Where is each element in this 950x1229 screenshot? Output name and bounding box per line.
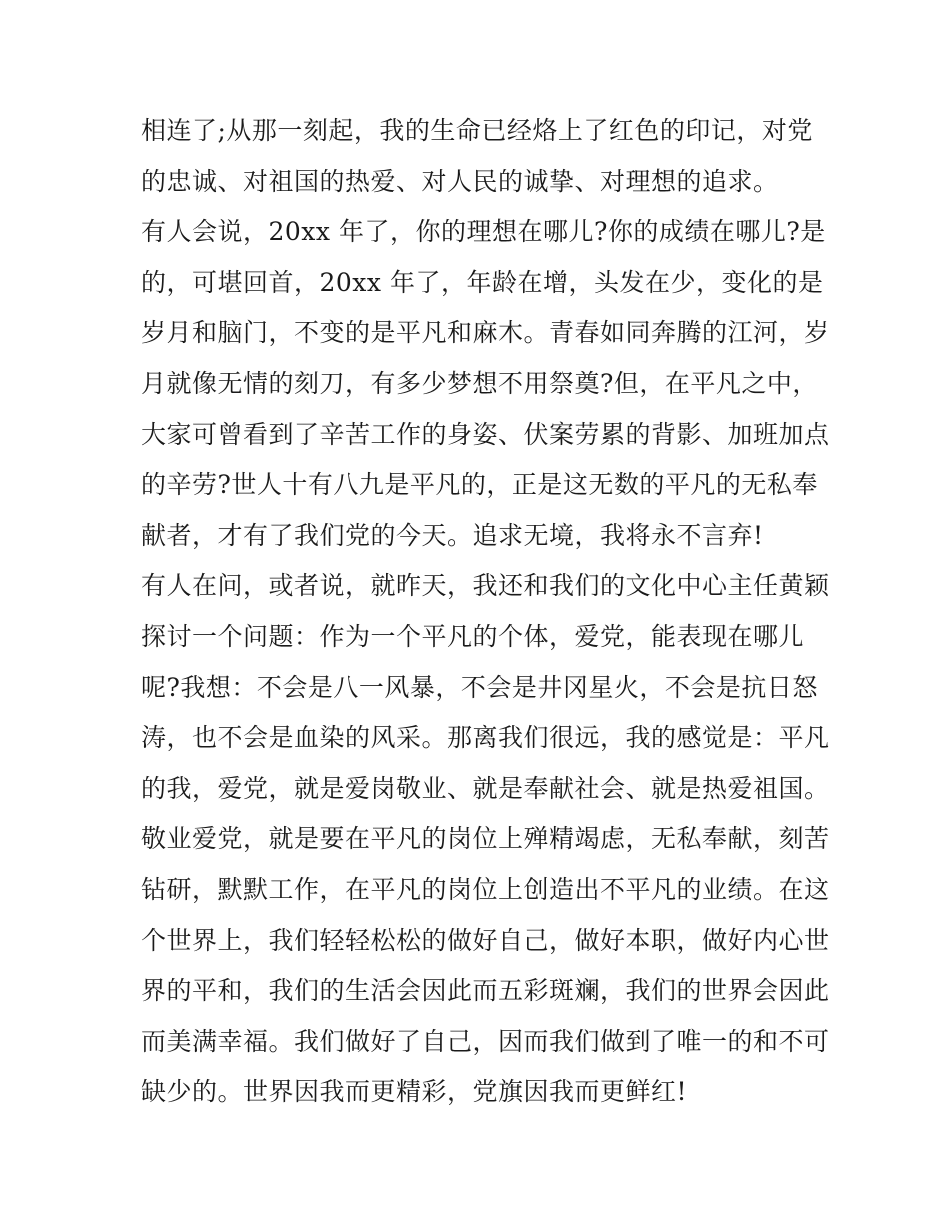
text-line: 相连了;从那一刻起，我的生命已经烙上了红色的印记，对党 [141,116,813,145]
text-line: 的忠诚、对祖国的热爱、对人民的诚挚、对理想的追求。 [141,166,779,196]
text-line: 的我，爱党，就是爱岗敬业、就是奉献社会、就是热爱祖国。 [141,773,830,803]
text-line: 大家可曾看到了辛苦工作的身姿、伏案劳累的背影、加班加点 [141,419,830,449]
text-line: 献者，才有了我们党的今天。追求无境，我将永不言弃! [141,520,764,550]
text-line: 个世界上，我们轻轻松松的做好自己，做好本职，做好内心世 [141,925,830,955]
text-line: 岁月和脑门，不变的是平凡和麻木。青春如同奔腾的江河，岁 [141,318,830,348]
text-line: 界的平和，我们的生活会因此而五彩斑斓，我们的世界会因此 [141,976,830,1006]
text-line: 的，可堪回首，20xx 年了，年龄在增，头发在少，变化的是 [141,267,824,297]
text-line: 有人会说，20xx 年了，你的理想在哪儿?你的成绩在哪儿?是 [141,217,826,247]
text-line: 而美满幸福。我们做好了自己，因而我们做到了唯一的和不可 [141,1026,830,1056]
text-line: 缺少的。世界因我而更精彩，党旗因我而更鲜红! [141,1077,688,1107]
text-line: 呢?我想：不会是八一风暴，不会是井冈星火，不会是抗日怒 [141,672,818,702]
text-line: 的辛劳?世人十有八九是平凡的，正是这无数的平凡的无私奉 [141,470,818,500]
text-line: 钻研，默默工作，在平凡的岗位上创造出不平凡的业绩。在这 [141,874,830,904]
body-text [141,106,830,1118]
text-line: 敬业爱党，就是要在平凡的岗位上殚精竭虑，无私奉献，刻苦 [141,824,830,854]
text-line: 有人在问，或者说，就昨天，我还和我们的文化中心主任黄颖 [141,571,830,601]
text-line: 探讨一个问题：作为一个平凡的个体，爱党，能表现在哪儿 [141,621,805,651]
text-line: 涛，也不会是血染的风采。那离我们很远，我的感觉是：平凡 [141,723,830,753]
text-line: 月就像无情的刻刀，有多少梦想不用祭奠?但，在平凡之中， [141,368,818,398]
